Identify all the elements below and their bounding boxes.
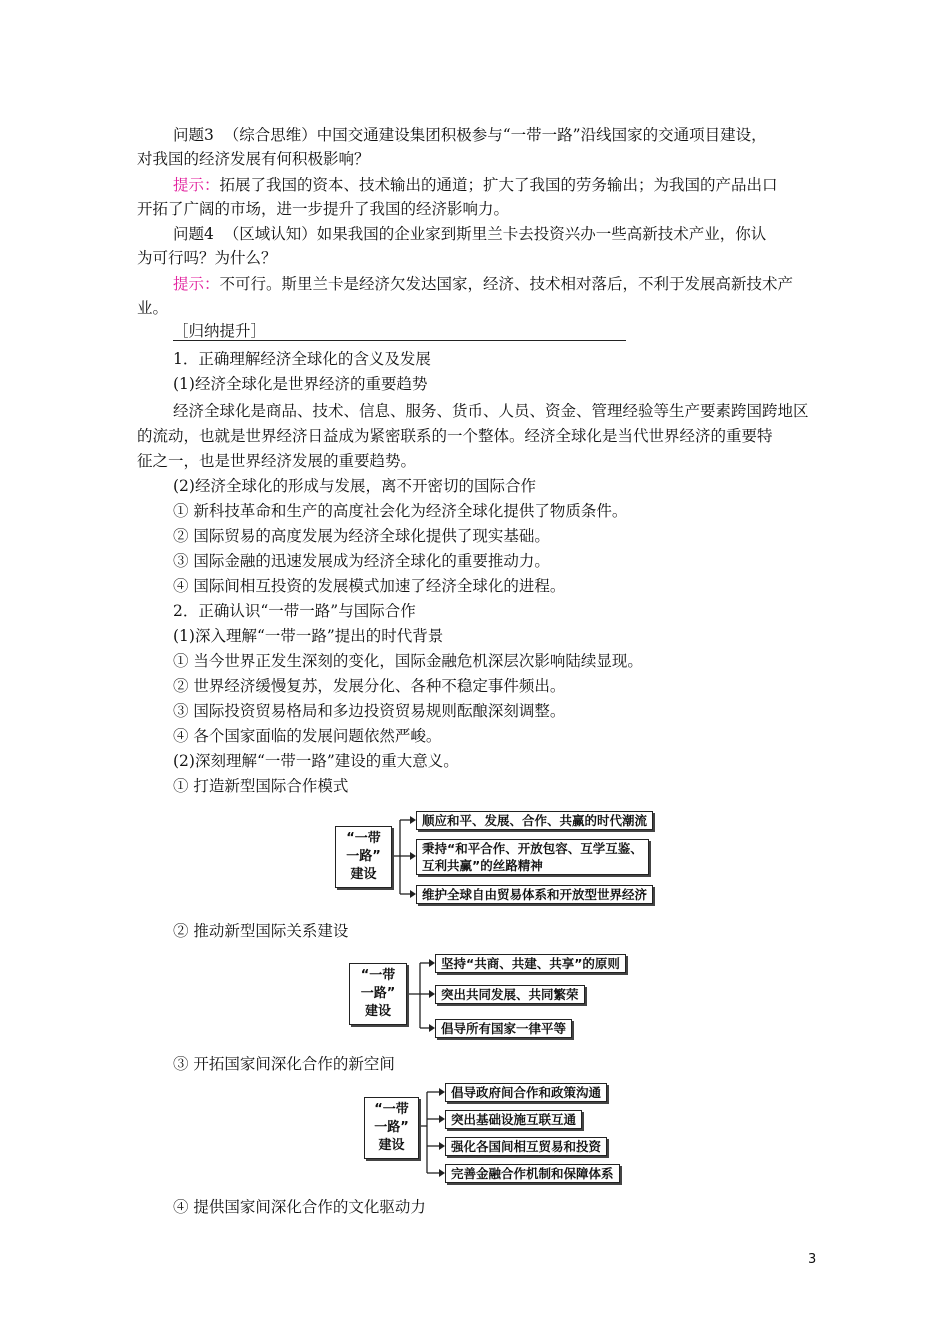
hint-3-line1: 提示：拓展了我国的资本、技术输出的通道；扩大了我国的劳务输出；为我国的产品出口 <box>173 176 778 194</box>
diagram-1-box: 维护全球自由贸易体系和开放型世界经济 <box>416 885 653 904</box>
question-4-label: 问题4 <box>173 225 214 243</box>
hint-4-label: 提示： <box>173 275 220 293</box>
section-title: ［归纳提升］ <box>173 322 267 340</box>
point-1-2-title: (2)经济全球化的形成与发展，离不开密切的国际合作 <box>173 477 536 495</box>
diagram-2-box: 突出共同发展、共同繁荣 <box>435 985 585 1004</box>
question-4-line2: 为可行吗？为什么？ <box>137 249 277 267</box>
point-2-1-title: (1)深入理解“一带一路”提出的时代背景 <box>173 627 444 645</box>
list-item: ② 世界经济缓慢复苏，发展分化、各种不稳定事件频出。 <box>173 677 566 695</box>
list-item: ① 当今世界正发生深刻的变化，国际金融危机深层次影响陆续显现。 <box>173 652 643 670</box>
question-3-line1: 问题3 （综合思维）中国交通建设集团积极参与“一带一路”沿线国家的交通项目建设， <box>173 126 767 144</box>
paragraph-line: 的流动，也就是世界经济日益成为紧密联系的一个整体。经济全球化是当代世界经济的重要特 <box>137 427 773 445</box>
diagram-3-box: 倡导政府间合作和政策沟通 <box>445 1083 607 1102</box>
hint-4-line2: 业。 <box>137 299 169 317</box>
diagram-1-title: ① 打造新型国际合作模式 <box>173 777 349 795</box>
hint-3-label: 提示： <box>173 176 220 194</box>
paragraph-line: 经济全球化是商品、技术、信息、服务、货币、人员、资金、管理经验等生产要素跨国跨地区 <box>173 402 809 420</box>
diagram-1-box: 秉持“和平合作、开放包容、互学互鉴、 互利共赢”的丝路精神 <box>416 839 649 875</box>
diagram-4-title: ④ 提供国家间深化合作的文化驱动力 <box>173 1198 426 1216</box>
diagram-1-box: 顺应和平、发展、合作、共赢的时代潮流 <box>416 811 653 830</box>
diagram-2-box: 倡导所有国家一律平等 <box>435 1019 572 1038</box>
point-2-title: 2．正确认识“一带一路”与国际合作 <box>173 602 416 620</box>
diagram-2-center-box: “一带 一路” 建设 <box>349 963 407 1025</box>
diagram-2-title: ② 推动新型国际关系建设 <box>173 922 349 940</box>
page-number: 3 <box>808 1252 817 1267</box>
diagram-3-box: 强化各国间相互贸易和投资 <box>445 1137 607 1156</box>
question-3-label: 问题3 <box>173 126 214 144</box>
list-item: ① 新科技革命和生产的高度社会化为经济全球化提供了物质条件。 <box>173 502 628 520</box>
list-item: ④ 各个国家面临的发展问题依然严峻。 <box>173 727 442 745</box>
diagram-3-title: ③ 开拓国家间深化合作的新空间 <box>173 1055 395 1073</box>
hint-4-line1: 提示：不可行。斯里兰卡是经济欠发达国家，经济、技术相对落后，不利于发展高新技术产 <box>173 275 794 293</box>
diagram-2-box: 坚持“共商、共建、共享”的原则 <box>435 954 626 973</box>
list-item: ④ 国际间相互投资的发展模式加速了经济全球化的进程。 <box>173 577 566 595</box>
diagram-1-center-box: “一带 一路” 建设 <box>335 826 392 888</box>
list-item: ③ 国际投资贸易格局和多边投资贸易规则酝酿深刻调整。 <box>173 702 566 720</box>
list-item: ③ 国际金融的迅速发展成为经济全球化的重要推动力。 <box>173 552 550 570</box>
question-4-line1: 问题4 （区域认知）如果我国的企业家到斯里兰卡去投资兴办一些高新技术产业，你认 <box>173 225 767 243</box>
point-1-title: 1．正确理解经济全球化的含义及发展 <box>173 350 431 368</box>
hint-3-line2: 开拓了广阔的市场，进一步提升了我国的经济影响力。 <box>137 200 510 218</box>
question-3-line2: 对我国的经济发展有何积极影响？ <box>137 150 370 168</box>
point-1-1-title: (1)经济全球化是世界经济的重要趋势 <box>173 375 428 393</box>
diagram-3-box: 完善金融合作机制和保障体系 <box>445 1164 620 1183</box>
point-2-2-title: (2)深刻理解“一带一路”建设的重大意义。 <box>173 752 459 770</box>
list-item: ② 国际贸易的高度发展为经济全球化提供了现实基础。 <box>173 527 550 545</box>
diagram-3-box: 突出基础设施互联互通 <box>445 1110 582 1129</box>
paragraph-line: 征之一，也是世界经济发展的重要趋势。 <box>137 452 417 470</box>
diagram-3-center-box: “一带 一路” 建设 <box>364 1097 419 1159</box>
